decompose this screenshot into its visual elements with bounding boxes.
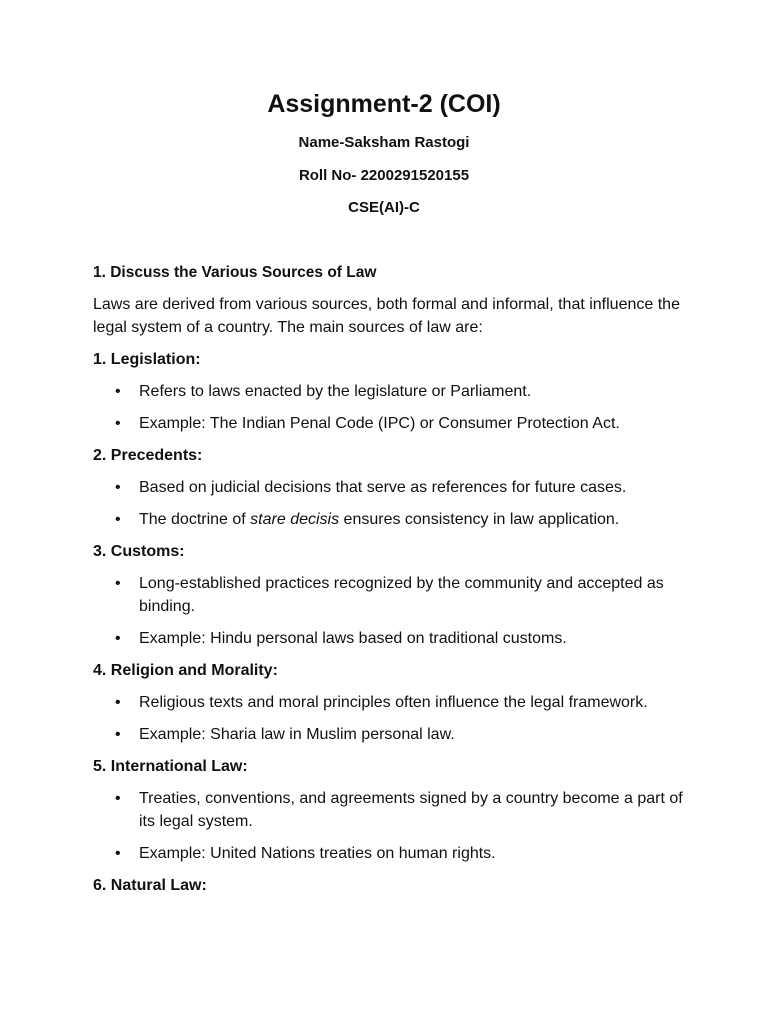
question-heading: 1. Discuss the Various Sources of Law: [93, 264, 377, 281]
source-heading-precedents: 2. Precedents:: [93, 447, 203, 464]
source-heading-legislation: 1. Legislation:: [93, 351, 201, 368]
source-heading-religion: 4. Religion and Morality:: [93, 662, 278, 679]
bullet-icon: •: [115, 415, 121, 432]
list-item: • Refers to laws enacted by the legislature or Parliament.: [93, 380, 683, 403]
question-intro: Laws are derived from various sources, both formal and informal, that influence the legal system of a country. The main sources of law are:: [93, 296, 680, 336]
page-title: Assignment-2 (COI): [267, 90, 501, 118]
list-item: • Religious texts and moral principles often influence the legal framework.: [93, 691, 683, 714]
list-item: • The doctrine of stare decisis ensures consistency in law application.: [93, 508, 683, 531]
italic-term: stare decisis: [250, 511, 340, 528]
bullet-icon: •: [115, 630, 121, 647]
list-item: • Example: The Indian Penal Code (IPC) or Consumer Protection Act.: [93, 412, 683, 435]
source-points-religion: [93, 691, 683, 746]
source-heading-natural: 6. Natural Law:: [93, 877, 207, 894]
bullet-icon: •: [115, 790, 121, 807]
class-section: CSE(AI)-C: [348, 199, 420, 216]
list-item: • Example: United Nations treaties on human rights.: [93, 842, 683, 865]
bullet-icon: •: [115, 694, 121, 711]
list-item: • Example: Hindu personal laws based on traditional customs.: [93, 627, 683, 650]
roll-number: Roll No- 2200291520155: [298, 167, 470, 184]
bullet-icon: •: [115, 575, 121, 592]
bullet-icon: •: [115, 845, 121, 862]
bullet-icon: •: [115, 383, 121, 400]
list-item: • Treaties, conventions, and agreements signed by a country become a part of its legal system.: [93, 787, 683, 833]
source-points-legislation: [93, 380, 683, 435]
bullet-icon: •: [115, 726, 121, 743]
source-heading-international: 5. International Law:: [93, 758, 248, 775]
student-name: Name-Saksham Rastogi: [298, 134, 470, 151]
source-points-customs: [93, 572, 683, 650]
bullet-icon: •: [115, 511, 121, 528]
source-heading-customs: 3. Customs:: [93, 543, 185, 560]
list-item: • Long-established practices recognized by the community and accepted as binding.: [93, 572, 683, 618]
source-points-international: [93, 787, 683, 865]
source-points-precedents: [93, 476, 683, 531]
bullet-icon: •: [115, 479, 121, 496]
list-item: • Based on judicial decisions that serve as references for future cases.: [93, 476, 683, 499]
list-item: • Example: Sharia law in Muslim personal law.: [93, 723, 683, 746]
document-body: [93, 261, 683, 906]
